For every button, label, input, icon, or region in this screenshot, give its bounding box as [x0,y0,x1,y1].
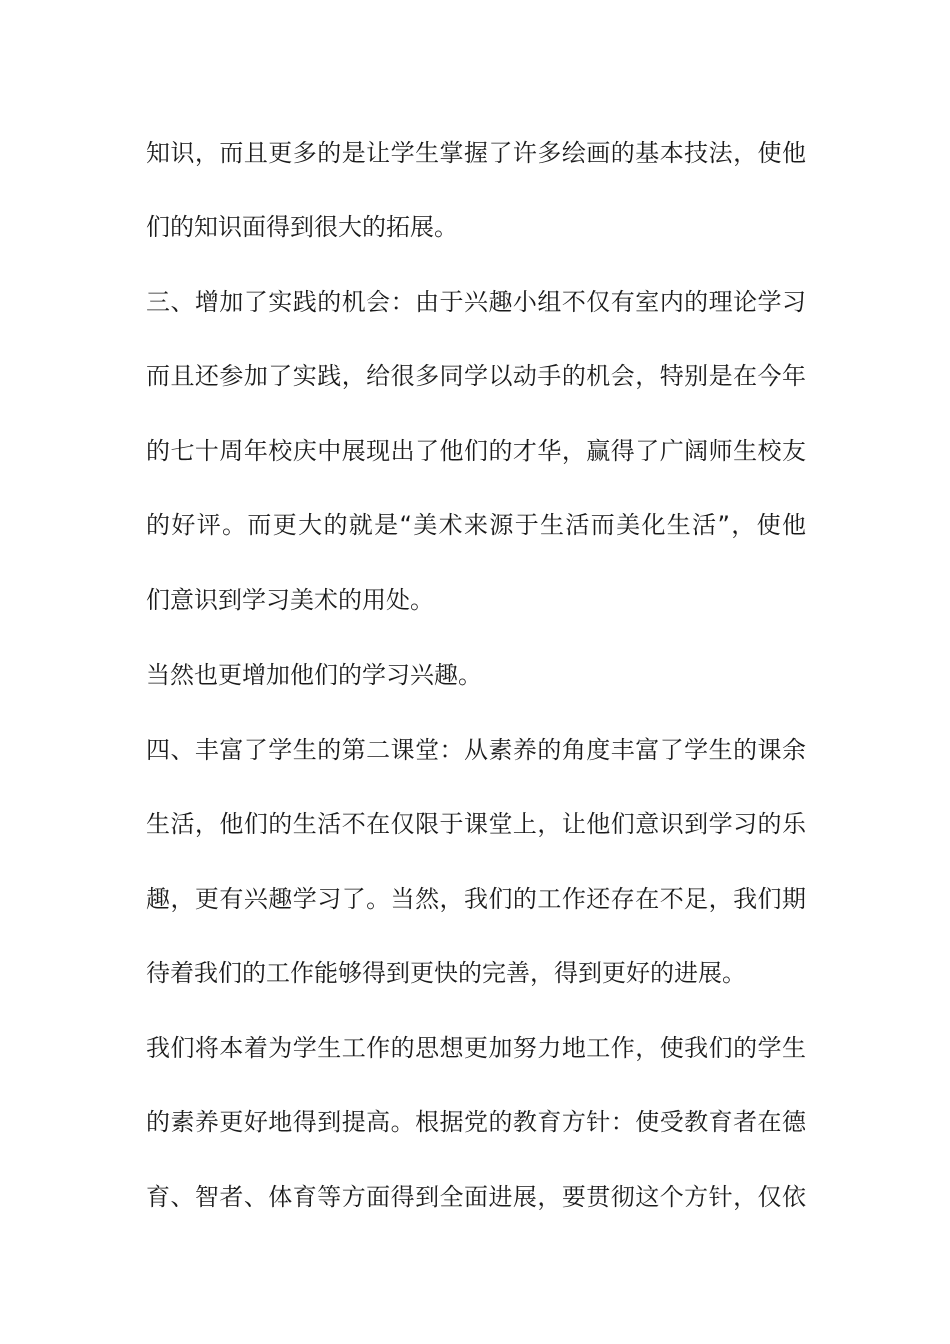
text-line: 待着我们的工作能够得到更快的完善，得到更好的进展。 [146,959,746,987]
text-line: 们意识到学习美术的用处。 [146,586,434,614]
text-line: 生活，他们的生活不在仅限于课堂上，让他们意识到学习的乐 [146,810,806,838]
text-line: 育、智者、体育等方面得到全面进展，要贯彻这个方针，仅依 [146,1183,806,1211]
text-line: 知识，而且更多的是让学生掌握了许多绘画的基本技法，使他 [146,139,806,167]
text-line: 我们将本着为学生工作的思想更加努力地工作，使我们的学生 [146,1034,806,1062]
text-line: 而且还参加了实践，给很多同学以动手的机会，特别是在今年 [146,362,806,390]
text-line: 当然也更增加他们的学习兴趣。 [146,661,482,689]
text-line: 们的知识面得到很大的拓展。 [146,213,458,241]
text-line: 的素养更好地得到提高。根据党的教育方针：使受教育者在德 [146,1108,806,1136]
text-line: 趣，更有兴趣学习了。当然，我们的工作还存在不足，我们期 [146,885,806,913]
text-line: 三、增加了实践的机会：由于兴趣小组不仅有室内的理论学习 [146,288,806,316]
text-line: 的七十周年校庆中展现出了他们的才华，赢得了广阔师生校友 [146,437,806,465]
text-line: 的好评。而更大的就是“美术来源于生活而美化生活”，使他 [146,511,806,539]
text-line: 四、丰富了学生的第二课堂：从素养的角度丰富了学生的课余 [146,736,806,764]
